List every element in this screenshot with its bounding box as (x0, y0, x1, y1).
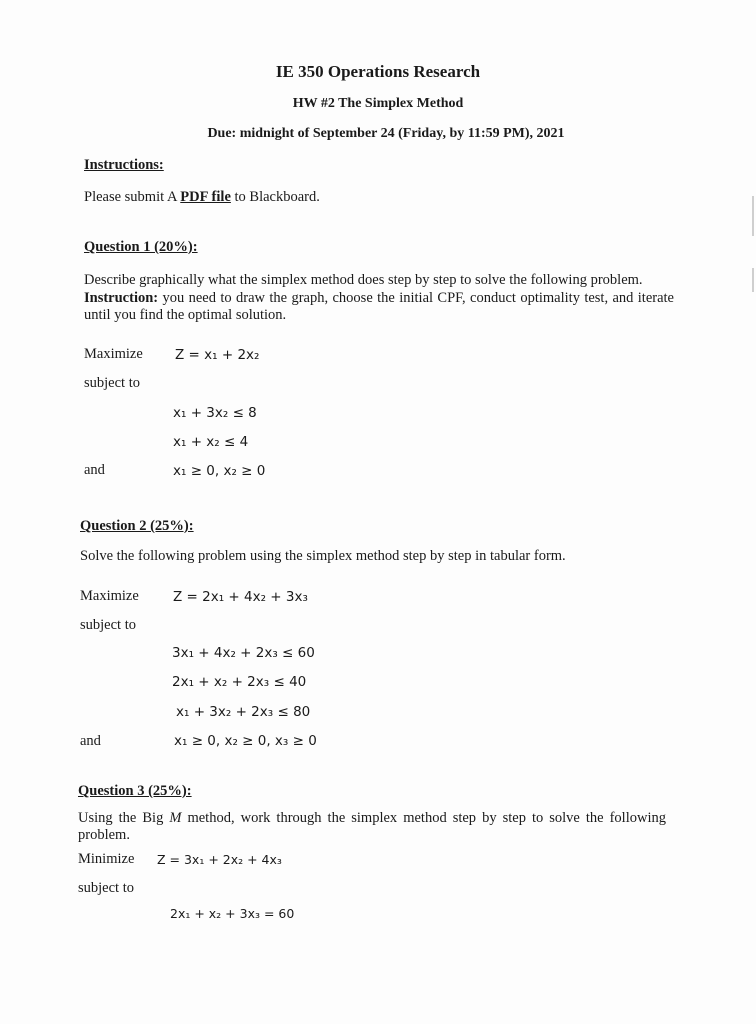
q1-subject-to: subject to (84, 375, 140, 391)
q1-instruction-label: Instruction: (84, 290, 159, 306)
q3-constraint-1: 2x₁ + x₂ + 3x₃ = 60 (170, 906, 295, 921)
course-title: IE 350 Operations Research (275, 62, 481, 81)
pdf-file-label: PDF file (180, 189, 231, 205)
instructions-text (84, 189, 320, 206)
q2-maximize-label: Maximize (80, 588, 139, 604)
q1-instruction (84, 290, 674, 324)
q3-subject-to: subject to (78, 880, 134, 896)
q2-constraint-3: x₁ + 3x₂ + 2x₃ ≤ 80 (176, 704, 311, 720)
q2-description: Solve the following problem using the simplex method step by step in tabular form. (80, 548, 566, 564)
q3-desc-b: method, work through the simplex method step by step to solve the following problem. (78, 810, 666, 843)
q1-and: and (84, 462, 105, 478)
instructions-prefix: Please submit A (84, 189, 181, 205)
instructions-heading: Instructions: (84, 157, 164, 173)
q1-nonnegativity: x₁ ≥ 0, x₂ ≥ 0 (173, 463, 266, 479)
scan-edge-mark (752, 196, 754, 236)
q3-description (78, 810, 666, 844)
q3-objective: Z = 3x₁ + 2x₂ + 4x₃ (157, 852, 282, 867)
q2-constraint-2: 2x₁ + x₂ + 2x₃ ≤ 40 (172, 674, 307, 690)
q3-heading: Question 3 (25%): (78, 783, 192, 799)
q2-nonnegativity: x₁ ≥ 0, x₂ ≥ 0, x₃ ≥ 0 (174, 733, 317, 749)
q3-big-m: M (169, 810, 182, 826)
hw-title: HW #2 The Simplex Method (292, 96, 464, 111)
q3-minimize-label: Minimize (78, 851, 135, 867)
q3-desc-a: Using the Big (78, 810, 170, 826)
q1-constraint-2: x₁ + x₂ ≤ 4 (173, 434, 249, 450)
q2-constraint-1: 3x₁ + 4x₂ + 2x₃ ≤ 60 (172, 645, 315, 661)
q1-description: Describe graphically what the simplex method does step by step to solve the following problem. (84, 272, 643, 288)
q2-and: and (80, 733, 101, 749)
q1-maximize-label: Maximize (84, 346, 143, 362)
q1-constraint-1: x₁ + 3x₂ ≤ 8 (173, 405, 257, 421)
q1-objective: Z = x₁ + 2x₂ (175, 347, 260, 363)
due-date: Due: midnight of September 24 (Friday, by 11:59 PM), 2021 (207, 126, 565, 141)
q1-instruction-text: you need to draw the graph, choose the initial CPF, conduct optimality test, and iterate until you find the optimal solution. (84, 290, 674, 323)
q2-heading: Question 2 (25%): (80, 518, 194, 534)
q2-subject-to: subject to (80, 617, 136, 633)
instructions-suffix: to Blackboard. (230, 189, 320, 205)
scan-edge-mark (752, 268, 754, 292)
q1-heading: Question 1 (20%): (84, 239, 198, 255)
q2-objective: Z = 2x₁ + 4x₂ + 3x₃ (173, 589, 308, 605)
